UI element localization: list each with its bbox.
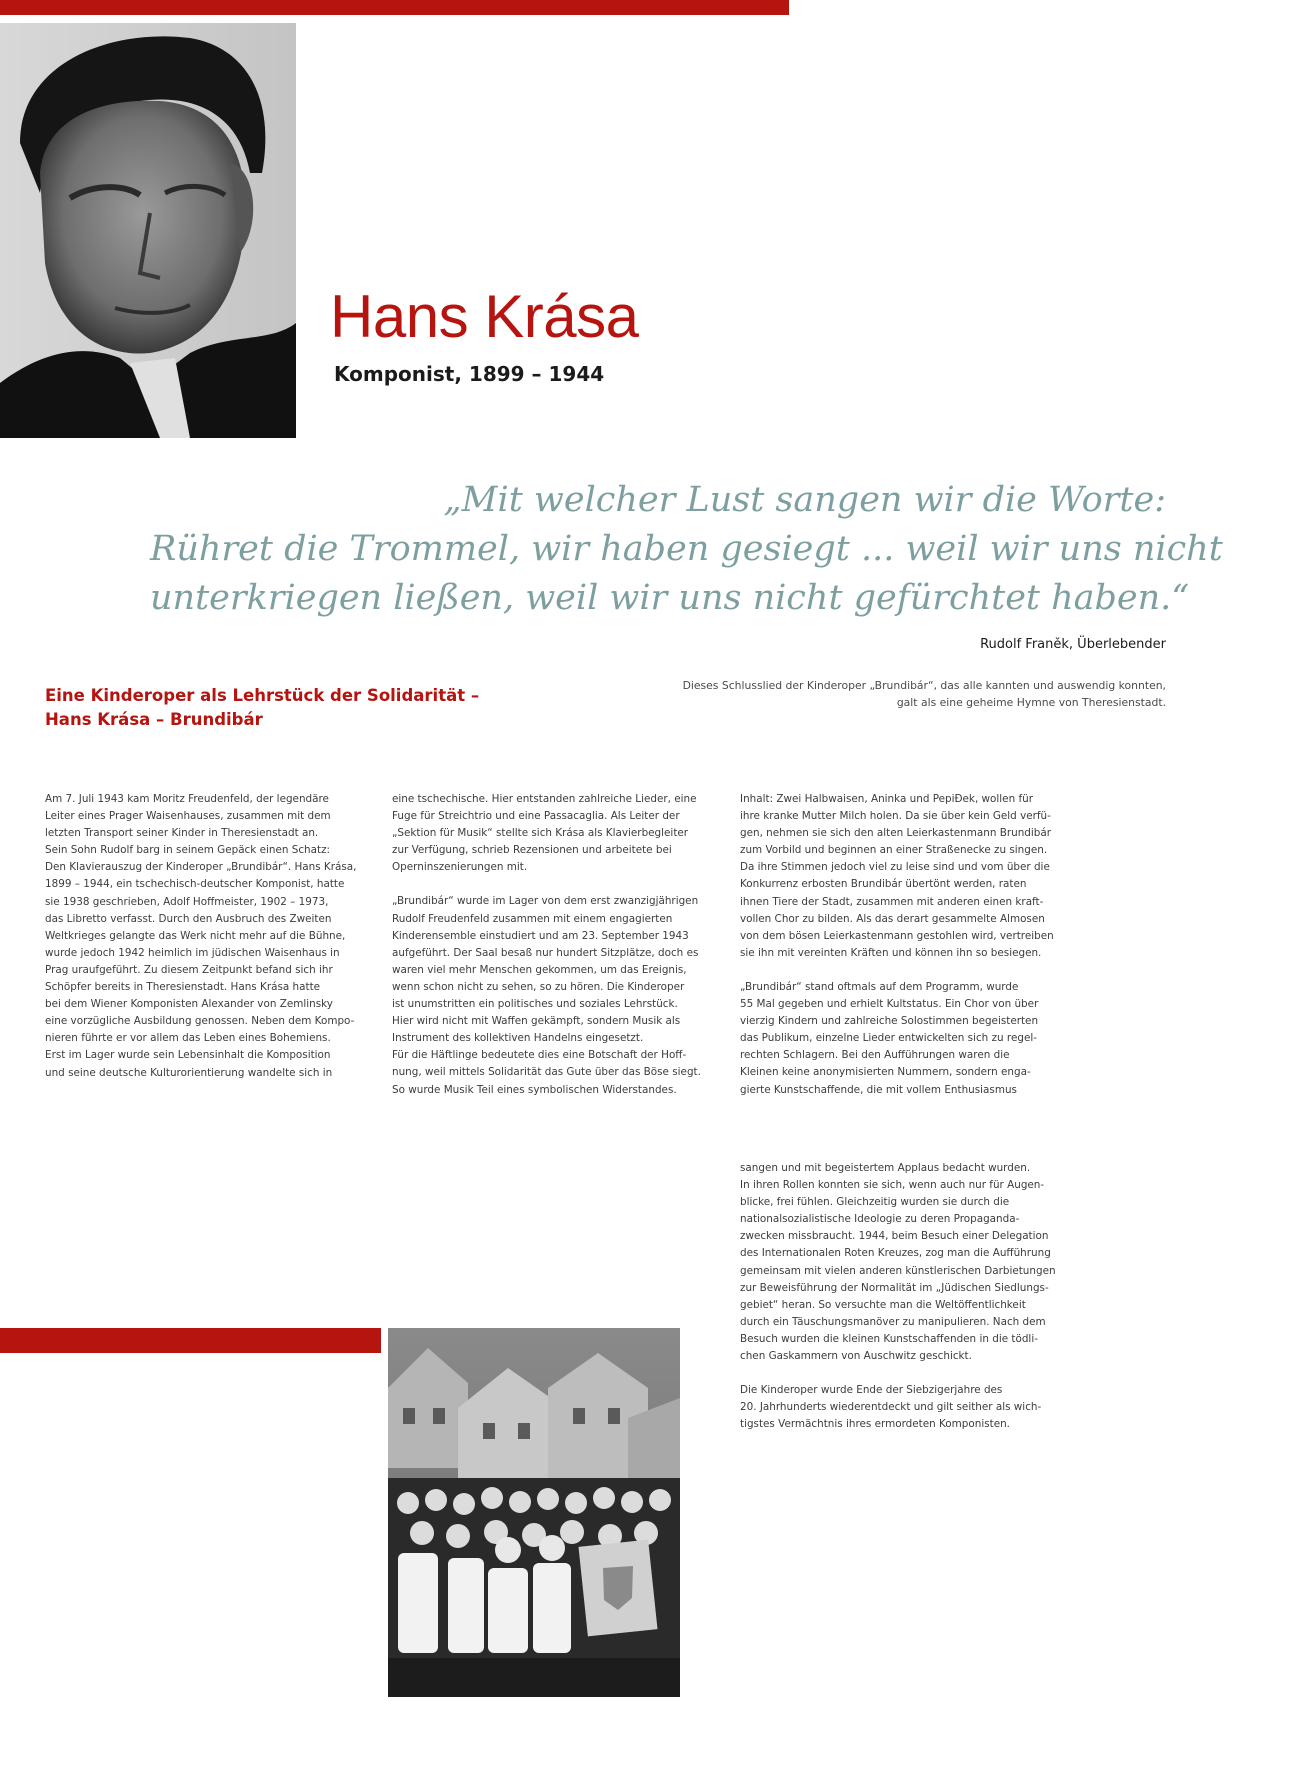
- text-line: tigstes Vermächtnis ihres ermordeten Komponisten.: [740, 1418, 1010, 1431]
- quote-attribution: Rudolf Franěk, Überlebender: [980, 637, 1166, 652]
- text-line: letzten Transport seiner Kinder in Theresienstadt an.: [45, 827, 319, 840]
- quote-line: „Mit welcher Lust sangen wir die Worte:: [443, 480, 1166, 520]
- text-line: nung, weil mittels Solidarität das Gute über das Böse siegt.: [392, 1066, 701, 1079]
- text-line: 1899 – 1944, ein tschechisch-deutscher Komponist, hatte: [45, 878, 345, 891]
- quote-note-line: Dieses Schlusslied der Kinderoper „Brundibár“, das alle kannten und auswendig konnten,: [682, 679, 1166, 692]
- text-line: Inhalt: Zwei Halbwaisen, Aninka und PepiĐek, wollen für: [740, 793, 1033, 805]
- text-line: chen Gaskammern von Auschwitz geschickt.: [740, 1350, 972, 1363]
- text-line: des Internationalen Roten Kreuzes, zog man die Aufführung: [740, 1247, 1051, 1260]
- text-line: sie ihn mit vereinten Kräften und können ihn so besiegen.: [740, 946, 1042, 959]
- paragraph: [740, 1382, 1060, 1433]
- children-ensemble-photo: [388, 1328, 680, 1697]
- text-line: So wurde Musik Teil eines symbolischen Widerstandes.: [392, 1083, 677, 1096]
- paragraph: [392, 893, 712, 1098]
- quote-line: unterkriegen ließen, weil wir uns nicht gefürchtet haben.“: [150, 578, 1190, 618]
- text-line: aufgeführt. Der Saal besaß nur hundert Sitzplätze, doch es: [392, 946, 699, 959]
- text-line: „Brundibár“ wurde im Lager von dem erst zwanzigjährigen: [392, 895, 699, 908]
- text-line: Da ihre Stimmen jedoch viel zu leise sind und vom über die: [740, 861, 1050, 874]
- paragraph: [740, 791, 1060, 962]
- body-column-3: [740, 791, 1060, 1116]
- text-line: gierte Kunstschaffende, die mit vollem Enthusiasmus: [740, 1083, 1017, 1096]
- text-line: durch ein Täuschungsmanöver zu manipulieren. Nach dem: [740, 1315, 1046, 1328]
- text-line: Erst im Lager wurde sein Lebensinhalt die Komposition: [45, 1049, 331, 1062]
- text-line: Schöpfer bereits in Theresienstadt. Hans Krása hatte: [45, 981, 321, 994]
- text-line: gen, nehmen sie sich den alten Leierkastenmann Brundibár: [740, 827, 1051, 840]
- text-line: sie 1938 geschrieben, Adolf Hoffmeister, 1902 – 1973,: [45, 895, 329, 908]
- text-line: Sein Sohn Rudolf barg in seinem Gepäck einen Schatz:: [45, 844, 331, 857]
- text-line: gemeinsam mit vielen anderen künstlerischen Darbietungen: [740, 1264, 1056, 1277]
- text-line: Weltkrieges gelangte das Werk nicht mehr auf die Bühne,: [45, 929, 346, 942]
- text-line: Operninszenierungen mit.: [392, 861, 528, 874]
- paragraph: [740, 1160, 1060, 1365]
- pull-quote: [150, 476, 1223, 623]
- text-line: blicke, frei fühlen. Gleichzeitig wurden sie durch die: [740, 1196, 1010, 1209]
- portrait-photo: [0, 23, 296, 438]
- quote-line: Rühret die Trommel, wir haben gesiegt ... weil wir uns nicht: [150, 529, 1223, 569]
- text-line: Rudolf Freudenfeld zusammen mit einem engagierten: [392, 912, 673, 925]
- text-line: zum Vorbild und beginnen an einer Straßenecke zu singen.: [740, 844, 1048, 857]
- text-line: Hier wird nicht mit Waffen gekämpft, sondern Musik als: [392, 1015, 681, 1028]
- text-line: gebiet“ heran. So versuchte man die Weltöffentlichkeit: [740, 1298, 1026, 1311]
- text-line: nationalsozialistische Ideologie zu deren Propaganda-: [740, 1213, 1020, 1226]
- text-line: von dem bösen Leierkastenmann gestohlen wird, vertreiben: [740, 929, 1054, 942]
- text-line: Prag uraufgeführt. Zu diesem Zeitpunkt befand sich ihr: [45, 963, 333, 976]
- text-line: und seine deutsche Kulturorientierung wandelte sich in: [45, 1066, 333, 1079]
- text-line: vierzig Kindern und zahlreiche Solostimmen begeisterten: [740, 1015, 1039, 1028]
- section-heading-line: Hans Krása – Brundibár: [45, 710, 263, 729]
- text-line: waren viel mehr Menschen gekommen, um das Ereignis,: [392, 963, 687, 976]
- top-red-bar: [0, 0, 789, 15]
- text-line: Leiter eines Prager Waisenhauses, zusammen mit dem: [45, 810, 331, 823]
- text-line: Kleinen keine anonymisierten Nummern, sondern enga-: [740, 1066, 1031, 1079]
- text-line: eine vorzügliche Ausbildung genossen. Neben dem Kompo-: [45, 1015, 355, 1028]
- text-line: 20. Jahrhunderts wiederentdeckt und gilt seither als wich-: [740, 1401, 1042, 1414]
- text-line: nieren führte er vor allem das Leben eines Bohemiens.: [45, 1032, 331, 1045]
- text-line: das Libretto verfasst. Durch den Ausbruch des Zweiten: [45, 912, 332, 925]
- text-line: zwecken missbraucht. 1944, beim Besuch einer Delegation: [740, 1230, 1049, 1243]
- text-line: Für die Häftlinge bedeutete dies eine Botschaft der Hoff-: [392, 1049, 687, 1062]
- text-line: Instrument des kollektiven Handelns eingesetzt.: [392, 1032, 644, 1045]
- bottom-red-bar: [0, 1328, 381, 1353]
- quote-note-line: galt als eine geheime Hymne von Theresienstadt.: [896, 696, 1166, 709]
- text-line: zur Beweisführung der Normalität im „Jüdischen Siedlungs-: [740, 1281, 1049, 1294]
- text-line: rechten Schlagern. Bei den Aufführungen waren die: [740, 1049, 1010, 1062]
- text-line: Am 7. Juli 1943 kam Moritz Freudenfeld, der legendäre: [45, 793, 329, 805]
- text-line: Besuch wurden die kleinen Kunstschaffenden in die tödli-: [740, 1332, 1038, 1345]
- text-line: Fuge für Streichtrio und eine Passacaglia. Als Leiter der: [392, 810, 680, 823]
- text-line: ist unumstritten ein politisches und soziales Lehrstück.: [392, 998, 678, 1011]
- text-line: wenn schon nicht zu sehen, so zu hören. Die Kinderoper: [392, 980, 685, 993]
- text-line: Kinderensemble einstudiert und am 23. September 1943: [392, 929, 689, 942]
- body-column-2: [392, 791, 712, 1116]
- text-line: zur Verfügung, schrieb Rezensionen und arbeitete bei: [392, 844, 672, 857]
- text-line: In ihren Rollen konnten sie sich, wenn auch nur für Augen-: [740, 1179, 1045, 1192]
- paragraph: [45, 791, 365, 1082]
- text-line: ihre kranke Mutter Milch holen. Da sie über kein Geld verfü-: [740, 810, 1051, 823]
- section-heading: [45, 684, 505, 732]
- page-subtitle: Komponist, 1899 – 1944: [334, 362, 605, 386]
- paragraph: [740, 979, 1060, 1099]
- text-line: ihnen Tiere der Stadt, zusammen mit anderen einen kraft-: [740, 895, 1044, 908]
- text-line: Konkurrenz erbosten Brundibár übertönt werden, raten: [740, 878, 1027, 891]
- text-line: bei dem Wiener Komponisten Alexander von Zemlinsky: [45, 998, 333, 1011]
- text-line: sangen und mit begeistertem Applaus bedacht wurden.: [740, 1162, 1031, 1174]
- page-title: Hans Krása: [330, 283, 639, 350]
- body-column-3-continued: [740, 1160, 1060, 1450]
- body-column-1: [45, 791, 365, 1099]
- text-line: das Publikum, einzelne Lieder entwickelten sich zu regel-: [740, 1032, 1037, 1045]
- text-line: Die Kinderoper wurde Ende der Siebzigerjahre des: [740, 1384, 1003, 1397]
- quote-note: [660, 677, 1166, 711]
- text-line: vollen Chor zu bilden. Als das derart gesammelte Almosen: [740, 912, 1045, 925]
- text-line: Den Klavierauszug der Kinderoper „Brundibár“. Hans Krása,: [45, 861, 357, 874]
- section-heading-line: Eine Kinderoper als Lehrstück der Solidarität –: [45, 686, 480, 705]
- text-line: eine tschechische. Hier entstanden zahlreiche Lieder, eine: [392, 793, 697, 805]
- text-line: wurde jedoch 1942 heimlich im jüdischen Waisenhaus in: [45, 946, 340, 959]
- paragraph: [392, 791, 712, 876]
- text-line: „Brundibár“ stand oftmals auf dem Programm, wurde: [740, 980, 1019, 993]
- text-line: 55 Mal gegeben und erhielt Kultstatus. Ein Chor von über: [740, 998, 1039, 1011]
- text-line: „Sektion für Musik“ stellte sich Krása als Klavierbegleiter: [392, 827, 689, 840]
